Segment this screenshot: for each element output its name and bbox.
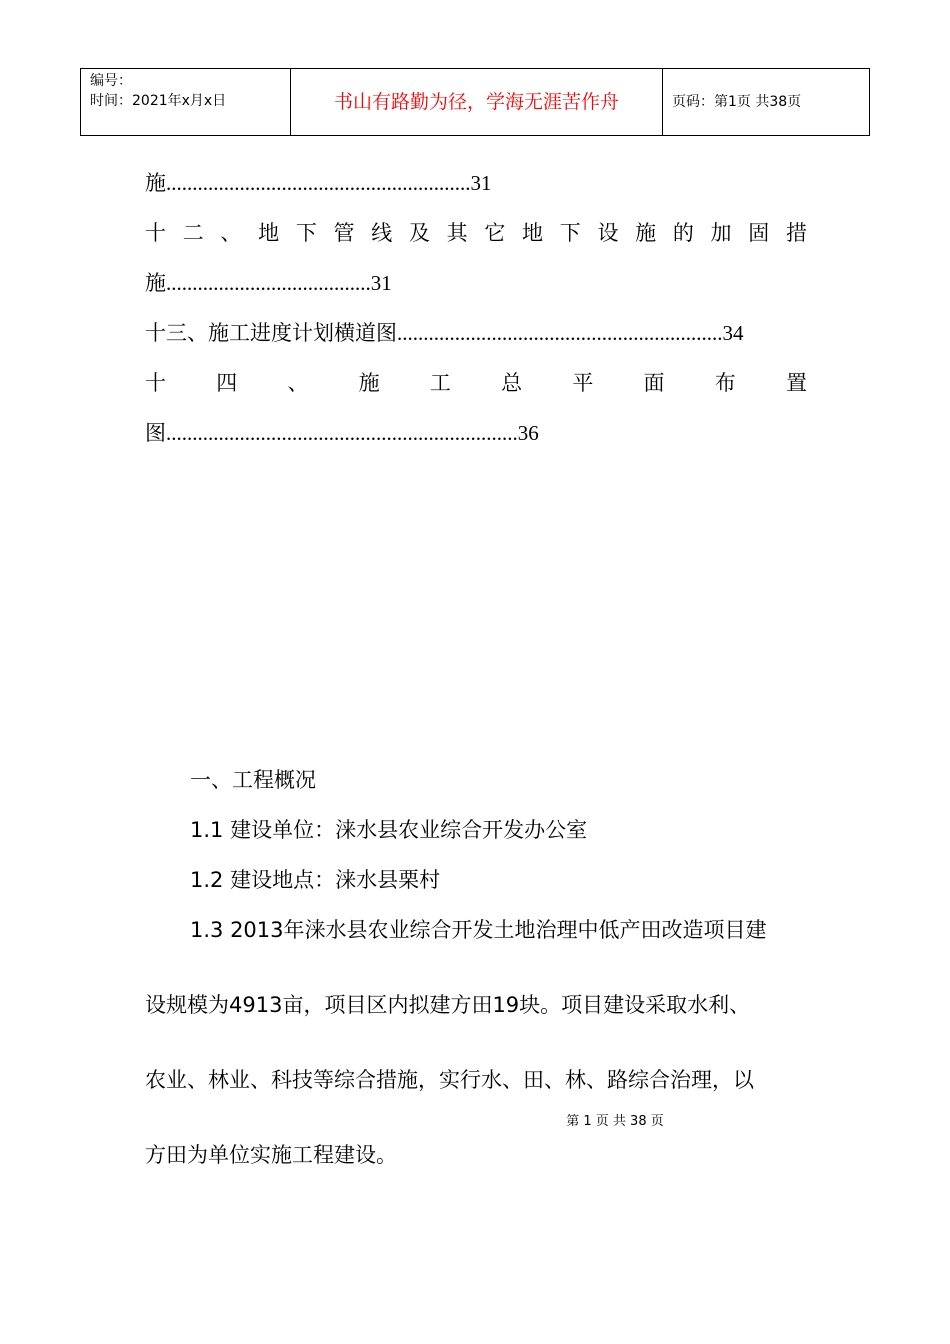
toc-char: 它 — [484, 221, 506, 245]
toc-char: 措 — [785, 221, 807, 245]
toc-entry-text: 施 — [145, 171, 166, 195]
number-label: 编号： — [90, 73, 132, 89]
toc-char: 十 — [145, 221, 166, 245]
toc-char: 总 — [501, 371, 523, 395]
toc-char: 设 — [597, 221, 619, 245]
paragraph-1-3-line2: 设规模为4913亩，项目区内拟建方田19块。项目建设采取水利、 — [145, 993, 751, 1017]
toc-leader-dots: .............................................................. — [397, 321, 723, 345]
toc-leader-dots: ....................................... — [166, 271, 371, 295]
toc-entry-13 — [145, 318, 805, 348]
paragraph-1-2: 1.2 建设地点：涞水县栗村 — [190, 868, 441, 892]
toc-char: 工 — [429, 371, 451, 395]
toc-page-number: 31 — [370, 271, 392, 295]
toc-char: 施 — [635, 221, 657, 245]
motto: 书山有路勤为径，学海无涯苦作舟 — [291, 69, 663, 136]
toc-page-number: 36 — [517, 421, 539, 445]
page-footer: 第 1 页 共 38 页 — [566, 1114, 664, 1129]
header-meta-cell — [81, 69, 291, 136]
page-info: 页码：第1页 共38页 — [663, 69, 870, 136]
toc-entry-text: 十三、施工进度计划横道图 — [145, 321, 397, 345]
toc-leader-dots: ................................................................... — [166, 421, 518, 445]
toc-char: 平 — [572, 371, 594, 395]
toc-page-number: 31 — [470, 171, 492, 195]
toc-char: 面 — [643, 371, 665, 395]
toc-entry-14-continued — [145, 418, 805, 448]
toc-char: 四 — [216, 371, 238, 395]
toc-page-number: 34 — [722, 321, 744, 345]
toc-entry-text: 施 — [145, 271, 166, 295]
toc-char: 的 — [672, 221, 694, 245]
toc-char: 及 — [408, 221, 430, 245]
toc-leader-dots: .......................................................... — [166, 171, 471, 195]
toc-char: 、 — [287, 371, 309, 395]
toc-entry-text: 图 — [145, 421, 166, 445]
toc-entry-11-continued — [145, 168, 805, 198]
toc-char: 二 — [182, 221, 204, 245]
document-header — [80, 68, 870, 136]
toc-entry-12-continued — [145, 268, 805, 298]
toc-char: 管 — [333, 221, 355, 245]
paragraph-1-3-line1: 1.3 2013年涞水县农业综合开发土地治理中低产田改造项目建 — [190, 918, 767, 942]
toc-char: 、 — [220, 221, 242, 245]
toc-entry-14-title — [145, 368, 807, 398]
paragraph-1-1: 1.1 建设单位：涞水县农业综合开发办公室 — [190, 818, 588, 842]
time-label: 时间：2021年x月x日 — [90, 93, 227, 109]
section-heading: 一、工程概况 — [190, 768, 316, 792]
toc-char: 下 — [295, 221, 317, 245]
toc-char: 下 — [559, 221, 581, 245]
toc-char: 地 — [522, 221, 544, 245]
paragraph-1-3-line3: 农业、林业、科技等综合措施，实行水、田、林、路综合治理，以 — [145, 1068, 754, 1092]
paragraph-1-3-line4: 方田为单位实施工程建设。 — [145, 1143, 397, 1167]
toc-char: 其 — [446, 221, 468, 245]
toc-char: 十 — [145, 371, 166, 395]
toc-char: 固 — [748, 221, 770, 245]
toc-char: 地 — [258, 221, 280, 245]
toc-char: 施 — [358, 371, 380, 395]
toc-char: 线 — [371, 221, 393, 245]
toc-char: 布 — [714, 371, 736, 395]
toc-char: 置 — [785, 371, 807, 395]
toc-entry-12-title — [145, 218, 807, 248]
toc-char: 加 — [710, 221, 732, 245]
